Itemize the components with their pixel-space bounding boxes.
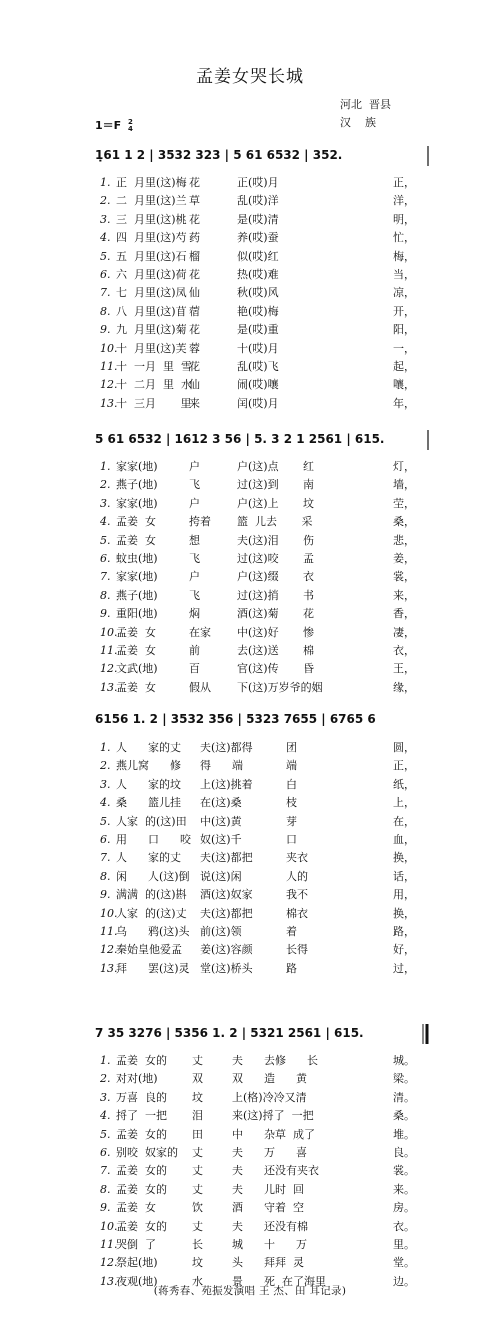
lyric-row: 2. 燕子(地) 飞 过(这)到 南 墙， <box>100 478 415 492</box>
lyric-row: 13. 拜 罢(这)灵 堂(这)桥头 路 过， <box>100 961 415 975</box>
lyric-row: 12. 十 二月 里 水 仙 闹(哎)嚷 嚷， <box>100 378 415 392</box>
lyric-row: 3. 万喜 良的 坟 上(格)冷冷又清 清。 <box>100 1090 415 1104</box>
lyric-row: 1. 孟姜 女的 丈 夫 去修 长 城。 <box>100 1054 415 1067</box>
origin-ethnicity: 汉 族 <box>340 116 376 129</box>
lyric-row: 7. 家家(地) 户 户(这)缀 衣 裳， <box>100 570 415 584</box>
key-signature <box>95 117 133 133</box>
lyric-row: 4. 捋了 一把 泪 来(这)捋了 一把 桑。 <box>100 1109 415 1123</box>
lyric-row: 10. 十 月里(这)芙 蓉 十(哎)月 一， <box>100 341 415 355</box>
lyric-row: 2. 二 月里(这)兰 草 乱(哎)洋 洋， <box>100 194 415 208</box>
lyric-row: 2. 燕儿窝 修 得 端 端 正， <box>100 759 415 773</box>
lyric-row: 1. 人 家的丈 夫(这)都得 团 圆， <box>100 741 415 754</box>
origin-region: 河北 晋县 <box>340 98 391 111</box>
lyric-row: 1. 正 月里(这)梅 花 正(哎)月 正， <box>100 176 415 189</box>
lyric-row: 6. 蚊虫(地) 飞 过(这)咬 孟 姜， <box>100 551 415 565</box>
lyric-row: 13. 孟姜 女 假从 下(这)万岁爷的姻 缘， <box>100 680 415 694</box>
notation-line-4 <box>0 1020 500 1048</box>
lyric-row: 11. 乌 鸦(这)头 前(这)领 着 路， <box>100 924 415 938</box>
lyric-row: 7. 人 家的丈 夫(这)都把 夹衣 换， <box>100 851 415 865</box>
lyric-row: 8. 闲 人(这)倒 说(这)闲 人的 话， <box>100 869 415 883</box>
meter-bottom: 4 <box>128 125 133 133</box>
lyric-row: 5. 孟姜 女 想 夫(这)泪 伤 悲， <box>100 533 415 547</box>
notation-text-1: 1̣61 1 2 | 3532 323 | 5 61 6532 | 352. <box>95 148 343 162</box>
lyric-row: 1. 家家(地) 户 户(这)点 红 灯， <box>100 460 415 473</box>
meter-top: 2 <box>128 118 133 126</box>
lyric-row: 9. 满满 的(这)斟 酒(这)奴家 我不 用， <box>100 888 415 902</box>
lyric-row: 11. 孟姜 女 前 去(这)送 棉 衣， <box>100 643 415 657</box>
time-signature <box>128 119 133 133</box>
lyric-row: 3. 家家(地) 户 户(这)上 坟 茔， <box>100 496 415 510</box>
lyric-row: 4. 桑 篮儿挂 在(这)桑 枝 上， <box>100 796 415 810</box>
lyric-row: 5. 五 月里(这)石 榴 似(哎)红 梅， <box>100 249 415 263</box>
notation-staff-2 <box>0 426 500 454</box>
lyric-row: 6. 别咬 奴家的 丈 夫 万 喜 良。 <box>100 1145 415 1159</box>
lyric-row: 4. 四 月里(这)芍 药 养(哎)蚕 忙， <box>100 231 415 245</box>
lyric-row: 11. 哭倒 了 长 城 十 万 里。 <box>100 1237 415 1251</box>
lyric-row: 9. 九 月里(这)菊 花 是(哎)重 阳， <box>100 323 415 337</box>
lyric-row: 5. 孟姜 女的 田 中 杂草 成了 堆。 <box>100 1127 415 1141</box>
notation-staff-1 <box>0 142 500 170</box>
lyric-row: 7. 七 月里(这)凤 仙 秋(哎)风 凉， <box>100 286 415 300</box>
verse-block-4 <box>100 1052 415 1291</box>
lyric-row: 2. 对对(地) 双 双 造 黄 梁。 <box>100 1072 415 1086</box>
lyric-row: 13. 十 三月 里 来 闰(哎)月 年， <box>100 396 415 410</box>
lyric-row: 5. 人家 的(这)田 中(这)黄 芽 在， <box>100 814 415 828</box>
lyric-row: 8. 孟姜 女的 丈 夫 儿时 回 来。 <box>100 1182 415 1196</box>
origin-info <box>340 96 391 132</box>
notation-line-2 <box>0 426 500 454</box>
lyric-row: 13. 夜观(地) 水 景 死 在了海里 边。 <box>100 1274 415 1288</box>
lyric-row: 6. 用 口 咬 奴(这)千 口 血， <box>100 832 415 846</box>
lyric-row: 10. 孟姜 女的 丈 夫 还没有棉 衣。 <box>100 1219 415 1233</box>
notation-line-1 <box>0 142 500 170</box>
key-label: 1＝F <box>95 119 122 132</box>
lyric-row: 9. 重阳(地) 焖 酒(这)菊 花 香， <box>100 607 415 621</box>
verse-block-2 <box>100 458 415 697</box>
lyric-row: 12. 祭起(地) 坟 头 拜拜 灵 堂。 <box>100 1256 415 1270</box>
lyric-row: 7. 孟姜 女的 丈 夫 还没有夹衣 裳。 <box>100 1164 415 1178</box>
notation-staff-4 <box>0 1020 500 1048</box>
lyric-row: 6. 六 月里(这)荷 花 热(哎)难 当， <box>100 267 415 281</box>
verse-block-3 <box>100 739 415 978</box>
performer-credit: (蒋秀春、苑振发演唱 王 杰、田 耳记录) <box>153 1285 347 1297</box>
song-title: 孟姜女哭长城 <box>196 67 304 87</box>
lyric-row: 3. 三 月里(这)桃 花 是(哎)清 明， <box>100 212 415 226</box>
notation-text-3: 6156 1. 2 | 3532 356 | 5323 7655 | 6765 6 <box>95 712 376 726</box>
lyric-row: 10. 孟姜 女 在家 中(这)好 惨 凄， <box>100 625 415 639</box>
lyric-row: 12. 文武(地) 百 官(这)传 昏 王， <box>100 662 415 676</box>
notation-text-2: 5 61 6532 | 1612 3 56 | 5. 3 2 1 2561 | 615. <box>95 432 385 446</box>
lyric-row: 8. 八 月里(这)苜 蓿 艳(哎)梅 开， <box>100 304 415 318</box>
lyric-row: 4. 孟姜 女 挎着 篮 儿去 采 桑， <box>100 515 415 529</box>
notation-staff-3 <box>0 706 500 734</box>
lyric-row: 8. 燕子(地) 飞 过(这)捎 书 来， <box>100 588 415 602</box>
lyric-row: 12. 秦始皇他爱孟 姜(这)容颜 长得 好， <box>100 943 415 957</box>
verse-block-1 <box>100 174 415 413</box>
lyric-row: 3. 人 家的坟 上(这)挑着 白 纸， <box>100 777 415 791</box>
lyric-row: 11. 十 一月 里 雪 花 乱(哎)飞 起， <box>100 359 415 373</box>
lyric-row: 10. 人家 的(这)丈 夫(这)都把 棉衣 换， <box>100 906 415 920</box>
notation-line-3 <box>0 706 500 734</box>
lyric-row: 9. 孟姜 女 饮 酒 守着 空 房。 <box>100 1201 415 1215</box>
notation-text-4: 7 35 3276 | 5356 1. 2 | 5321 2561 | 615. <box>95 1026 364 1040</box>
